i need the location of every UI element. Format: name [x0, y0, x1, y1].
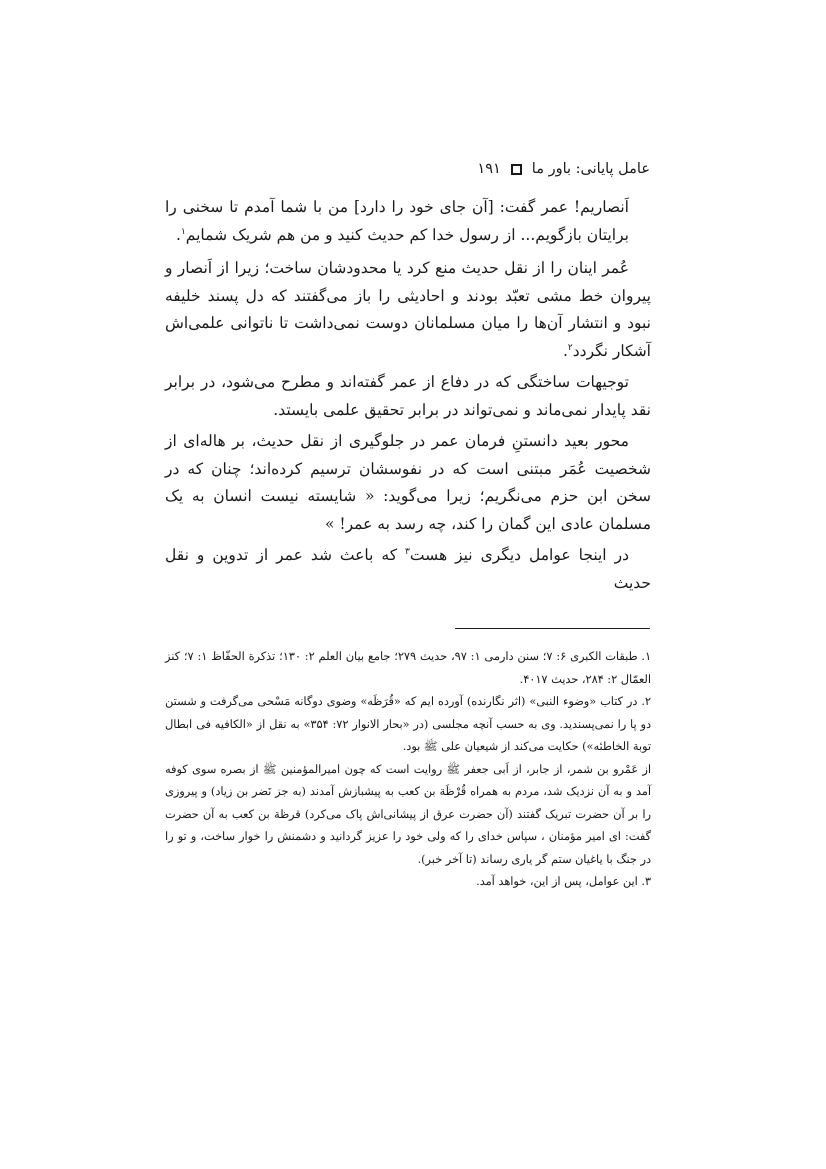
- running-head: [165, 158, 650, 180]
- footnote-marker-2: ۲: [567, 342, 573, 353]
- quote-paragraph: اَنصاریم! عمر گفت: [آن جای خود را دارد] من با شما آمدم تا سخنی را برایتان بازگویم... از رسول خدا کم حدیث کنید و من هم شریک شمایم$^۱$.: [165, 198, 629, 244]
- paragraph-4-end: که باعث شد عمر از تدوین و نقل حدیث: [165, 546, 651, 592]
- footnote-2: ۲. در کتاب «وضوء النبی» (اثر نگارنده) آورده ایم که «قُرَظَه» وضوی دوگانه مَسْحی می‌گرفت و شستن دو پا را نمی‌پسندید. وی به حسب آنچه مجلسی (در «بحار الانوار ۷۲: ۳۵۴» به نقل از «الکافیه فی ابطال توبة الخاطئه») حکایت می‌کند از شیعیان علی ﷺ بود.: [165, 695, 651, 753]
- running-head-title: عامل پایانی: باور ما: [531, 161, 650, 177]
- page-number: ۱۹۱: [477, 161, 501, 177]
- square-ornament-icon: [511, 164, 522, 175]
- paragraph-2: توجیهات ساختگی که در دفاع از عمر گفته‌اند و مطرح می‌شود، در برابر نقد پایدار نمی‌ماند و نمی‌تواند در برابر تحقیق علمی بایستد.: [165, 373, 651, 419]
- footnote-1: ۱. طبقات الکبری ۶: ۷؛ سنن دارمی ۱: ۹۷، حدیث ۲۷۹؛ جامع بیان العلم ۲: ۱۳۰؛ تذکرة الحفّاظ ۱: ۷؛ کنز العمّال ۲: ۲۸۴، حدیث ۴۰۱۷.: [165, 650, 652, 686]
- footnote-3: ۳. این عوامل، پس از این، خواهد آمد.: [476, 875, 651, 888]
- paragraph-1-text: عُمر اینان را از نقل حدیث منع کرد یا محدودشان ساخت؛ زیرا از اَنصار و پیروان خط مشی تعبّد بودند و احادیثی را باز می‌گفتند که دل پسند خلیفه نبود و انتشار آن‌ها را میان مسلمانان دوست نمی‌داشت تا ناتوانی علمی‌اش آشکار نگردد: [165, 259, 651, 360]
- paragraph-3: محور بعید دانستنِ فرمان عمر در جلوگیری از نقل حدیث، بر هاله‌ای از شخصیت عُمَر مبتنی است که در نفوسشان ترسیم کرده‌اند؛ چنان که در سخن ابن حزم می‌نگریم؛ زیرا می‌گوید: « شایسته نیست انسان به یک مسلمان عادی این گمان را کند، چه رسد به عمر! »: [165, 432, 651, 533]
- footnote-marker-3: ۳: [405, 546, 410, 557]
- footnote-separator: [455, 628, 650, 629]
- paragraph-4-start: در اینجا عوامل دیگری نیز هست: [409, 546, 629, 564]
- quote-text: اَنصاریم! عمر گفت: [آن جای خود را دارد] من با شما آمدم تا سخنی را برایتان بازگویم... از رسول خدا کم حدیث کنید و من هم شریک شمایم: [165, 198, 629, 244]
- footnote-2-continuation: از عَمْرو بن شمر، از جابر، از اَبی جعفر ﷺ روایت است که چون امیرالمؤمنین ﷺ از بصره سوی کوفه آمد و به آن نزدیک شد، مردم به همراه قُرْظَة بن کعب به پیشبازش آمدند (به جز نَضر بن زیاد) و پیروزی را بر آن حضرت تبریک گفتند (آن حضرت عرق از پیشانی‌اش پاک می‌کرد) قرظة بن کعب به آن حضرت گفت: ای امیر مؤمنان ، سپاس خدای را که ولی خود را عزیز گردانید و دشمنش را خوار ساخت، و تو را در جنگ با یاغیان ستم گر یاری رساند (تا آخر خبر).: [165, 762, 651, 866]
- paragraph-4: [165, 542, 651, 597]
- body-text: [165, 194, 651, 601]
- footnotes: [165, 646, 651, 894]
- footnote-marker-1: ۱: [180, 226, 186, 237]
- paragraph-1: عُمر اینان را از نقل حدیث منع کرد یا محدودشان ساخت؛ زیرا از اَنصار و پیروان خط مشی تعبّد بودند و احادیثی را باز می‌گفتند که دل پسند خلیفه نبود و انتشار آن‌ها را میان مسلمانان دوست نمی‌داشت تا ناتوانی علمی‌اش آشکار نگردد$^۲$.: [165, 259, 651, 360]
